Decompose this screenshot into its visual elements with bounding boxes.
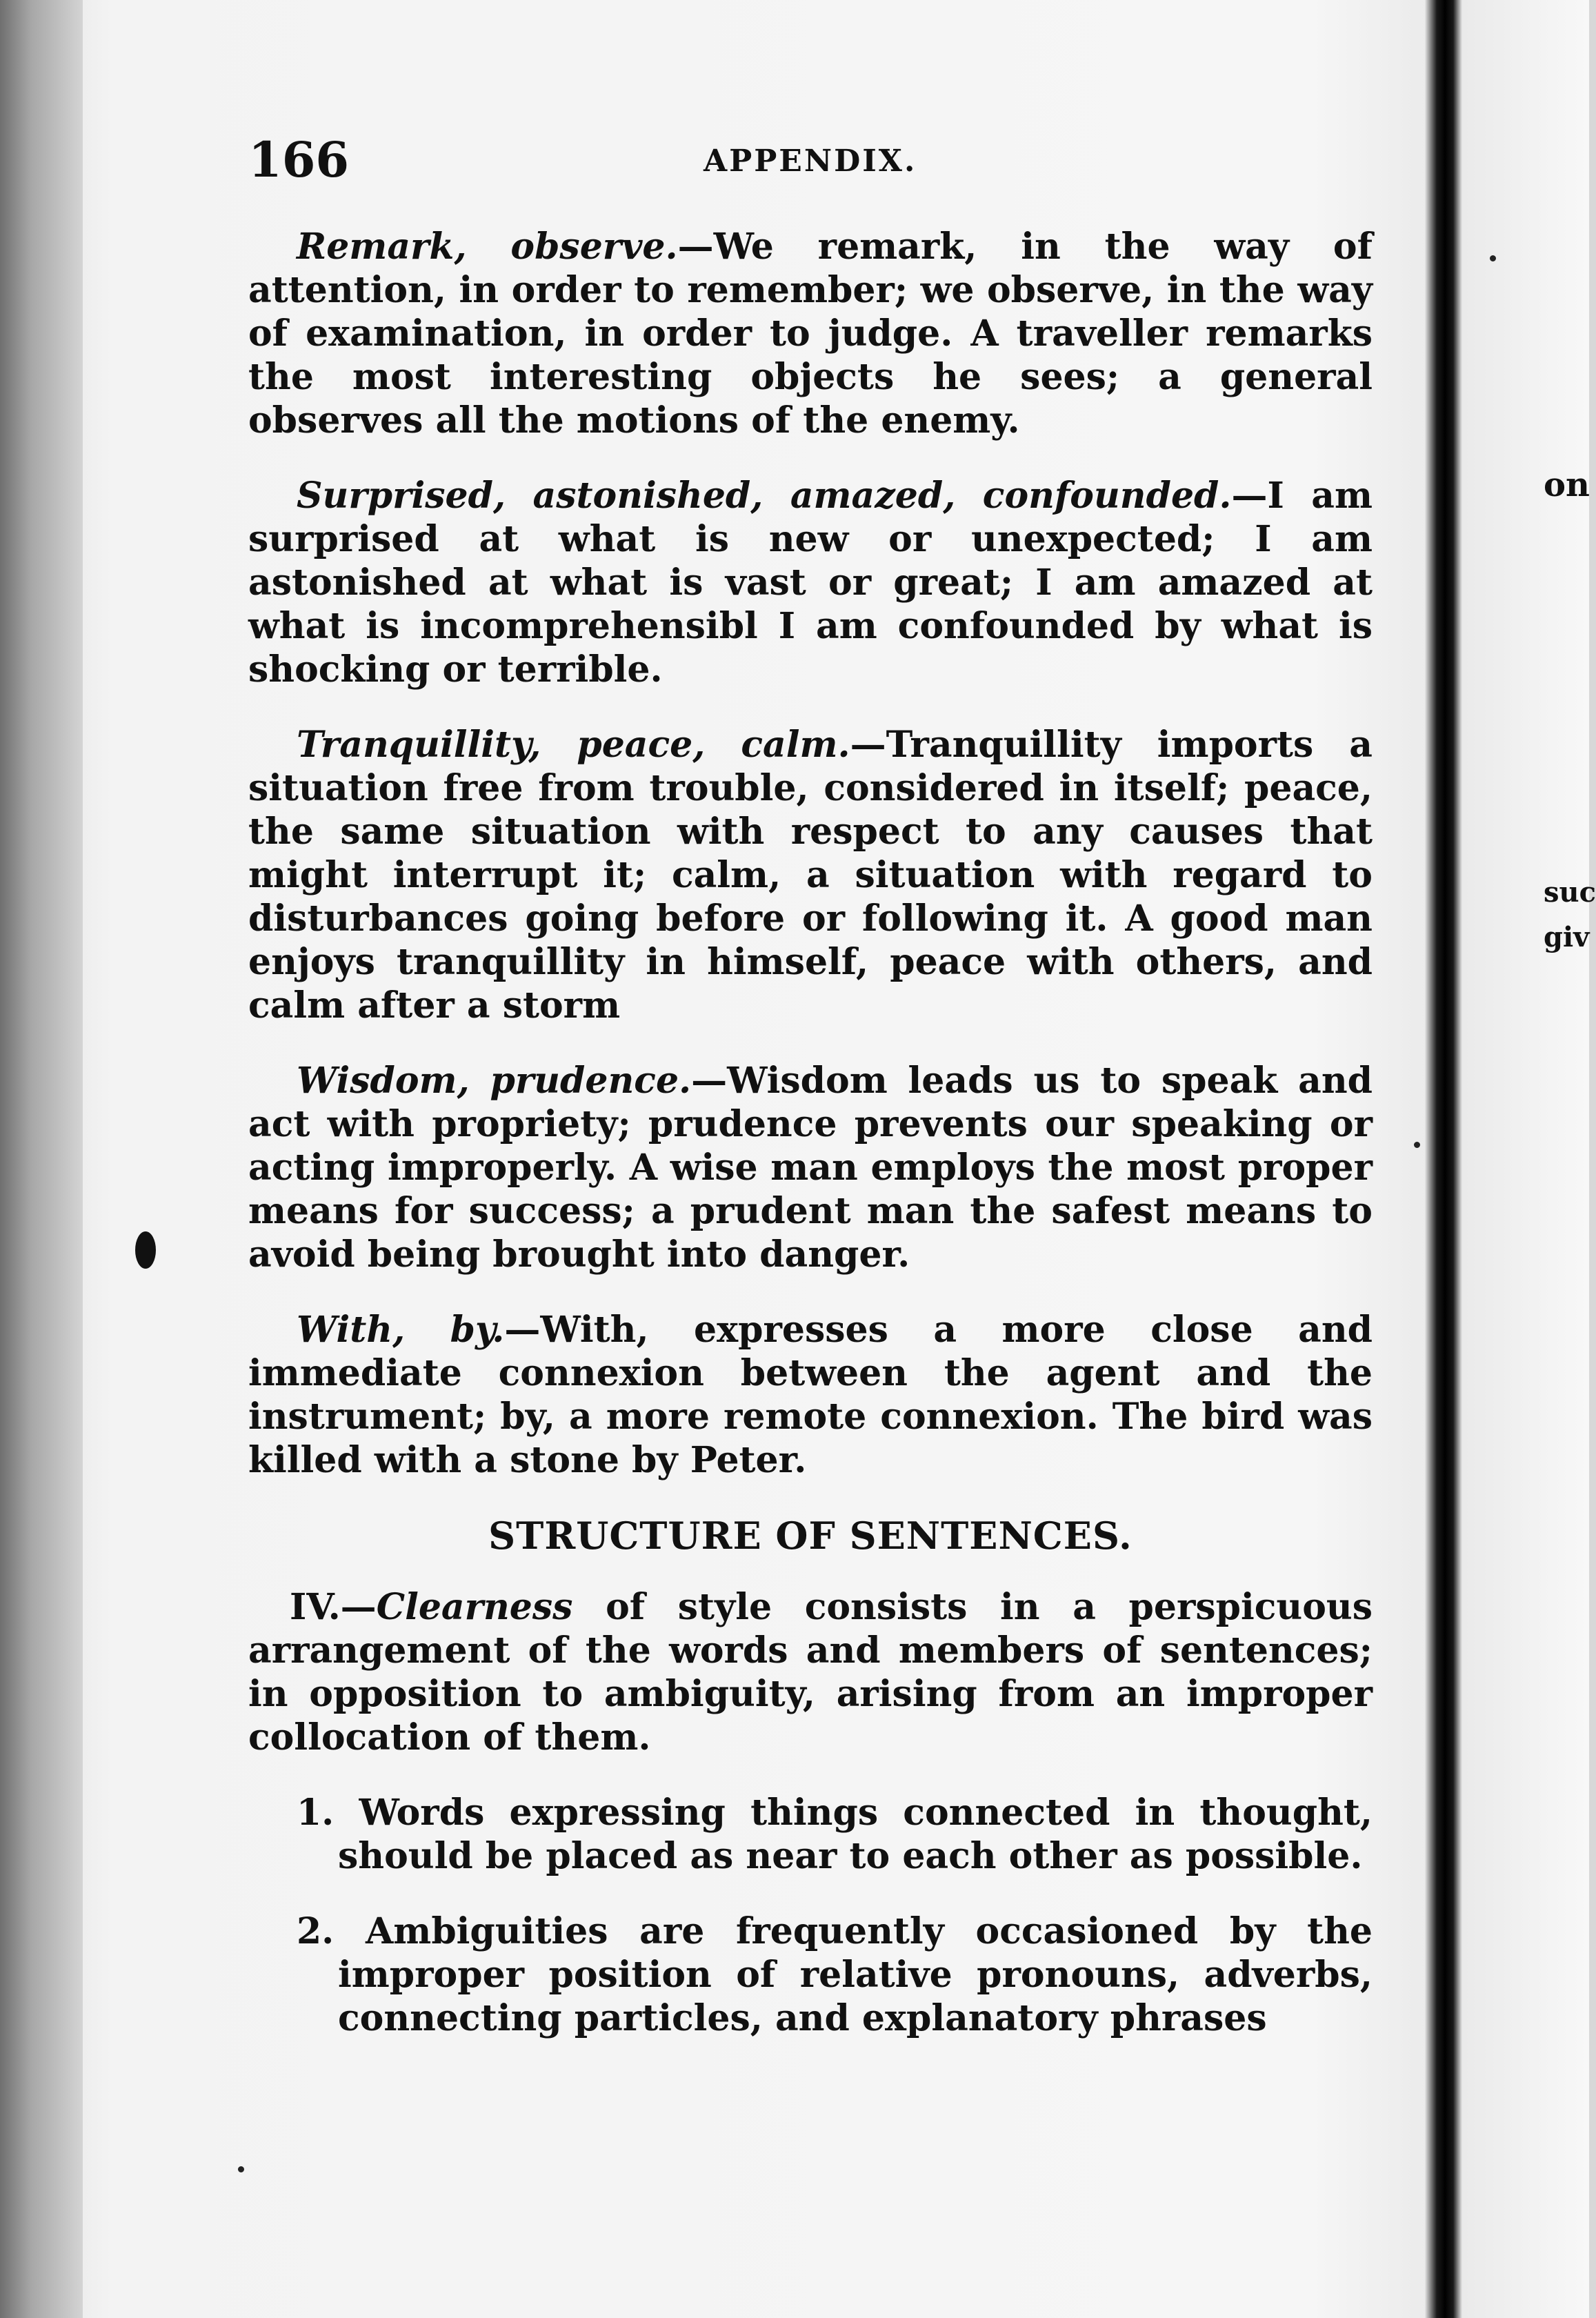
entry-text: —Wisdom leads us to speak and act with propriety; prudence prevents our speaking or acting improperly. A wise man employs the most proper means for success; a prudent man the safest means to avoid being brought into danger. <box>248 1060 1373 1276</box>
book-page <box>248 131 1373 2072</box>
rule-number: IV.— <box>290 1586 377 1628</box>
page-header <box>248 131 1373 207</box>
rule-text: of style consists in a perspicuous arrangement of the words and members of sentences; in opposition to ambiguity, arising from an improper collocation of them. <box>248 1586 1373 1759</box>
ink-blot <box>135 1231 156 1269</box>
left-page-edge-shadow <box>0 0 83 2318</box>
rule-term: Clearness <box>376 1586 573 1628</box>
entry-term: Wisdom, prudence. <box>297 1060 692 1102</box>
section-heading: STRUCTURE OF SENTENCES. <box>488 1514 1133 1558</box>
entry-term: Surprised, astonished, amazed, confounded. <box>297 475 1232 517</box>
entry-paragraph <box>248 225 1373 442</box>
entry-text: —With, expresses a more close and immediate connexion between the agent and the instrument; by, a more remote connexion. The bird was killed with a stone by Peter. <box>248 1309 1373 1481</box>
entry-text: —We remark, in the way of attention, in order to remember; we observe, in the way of examination, in order to judge. A traveller remarks the most interesting objects he sees; a general observes all the motions of the enemy. <box>248 226 1373 442</box>
facing-page-strip <box>1462 0 1589 2318</box>
entry-paragraph <box>248 474 1373 691</box>
entry-text: —I am surprised at what is new or unexpected; I am astonished at what is vast or great; I am amazed at what is incomprehensibl I am confounded by what is shocking or terrible. <box>248 475 1373 691</box>
running-head: APPENDIX. <box>704 143 917 179</box>
ink-speck <box>238 2166 244 2172</box>
ink-speck <box>1414 1142 1420 1148</box>
entry-paragraph <box>248 723 1373 1027</box>
ink-speck <box>1490 255 1496 261</box>
entry-paragraph <box>248 1059 1373 1276</box>
entry-term: Tranquillity, peace, calm. <box>297 724 850 766</box>
rule-list-item: 2. Ambiguities are frequently occasioned by the improper position of relative pronouns, adverbs, connecting particles, and explanatory phrases <box>297 1910 1373 2039</box>
rule-list-item: 1. Words expressing things connected in thought, should be placed as near to each other as possible. <box>297 1792 1373 1877</box>
entry-paragraph <box>248 1308 1373 1482</box>
facing-page-fragment: on <box>1544 466 1590 504</box>
facing-page-fragment: giv <box>1544 921 1590 953</box>
entry-text: —Tranquillity imports a situation free from trouble, considered in itself; peace, the same situation with respect to any causes that might interrupt it; calm, a situation with regard to disturbances going before or following it. A good man enjoys tranquillity in himself, peace with others, and calm after a storm <box>248 724 1373 1027</box>
page-number: 166 <box>248 131 350 188</box>
facing-page-fragment: suc <box>1544 876 1596 909</box>
entry-term: With, by. <box>297 1309 505 1351</box>
book-spine-shadow <box>1424 0 1462 2318</box>
rule-paragraph <box>248 1585 1373 1759</box>
entry-term: Remark, observe. <box>297 226 678 268</box>
